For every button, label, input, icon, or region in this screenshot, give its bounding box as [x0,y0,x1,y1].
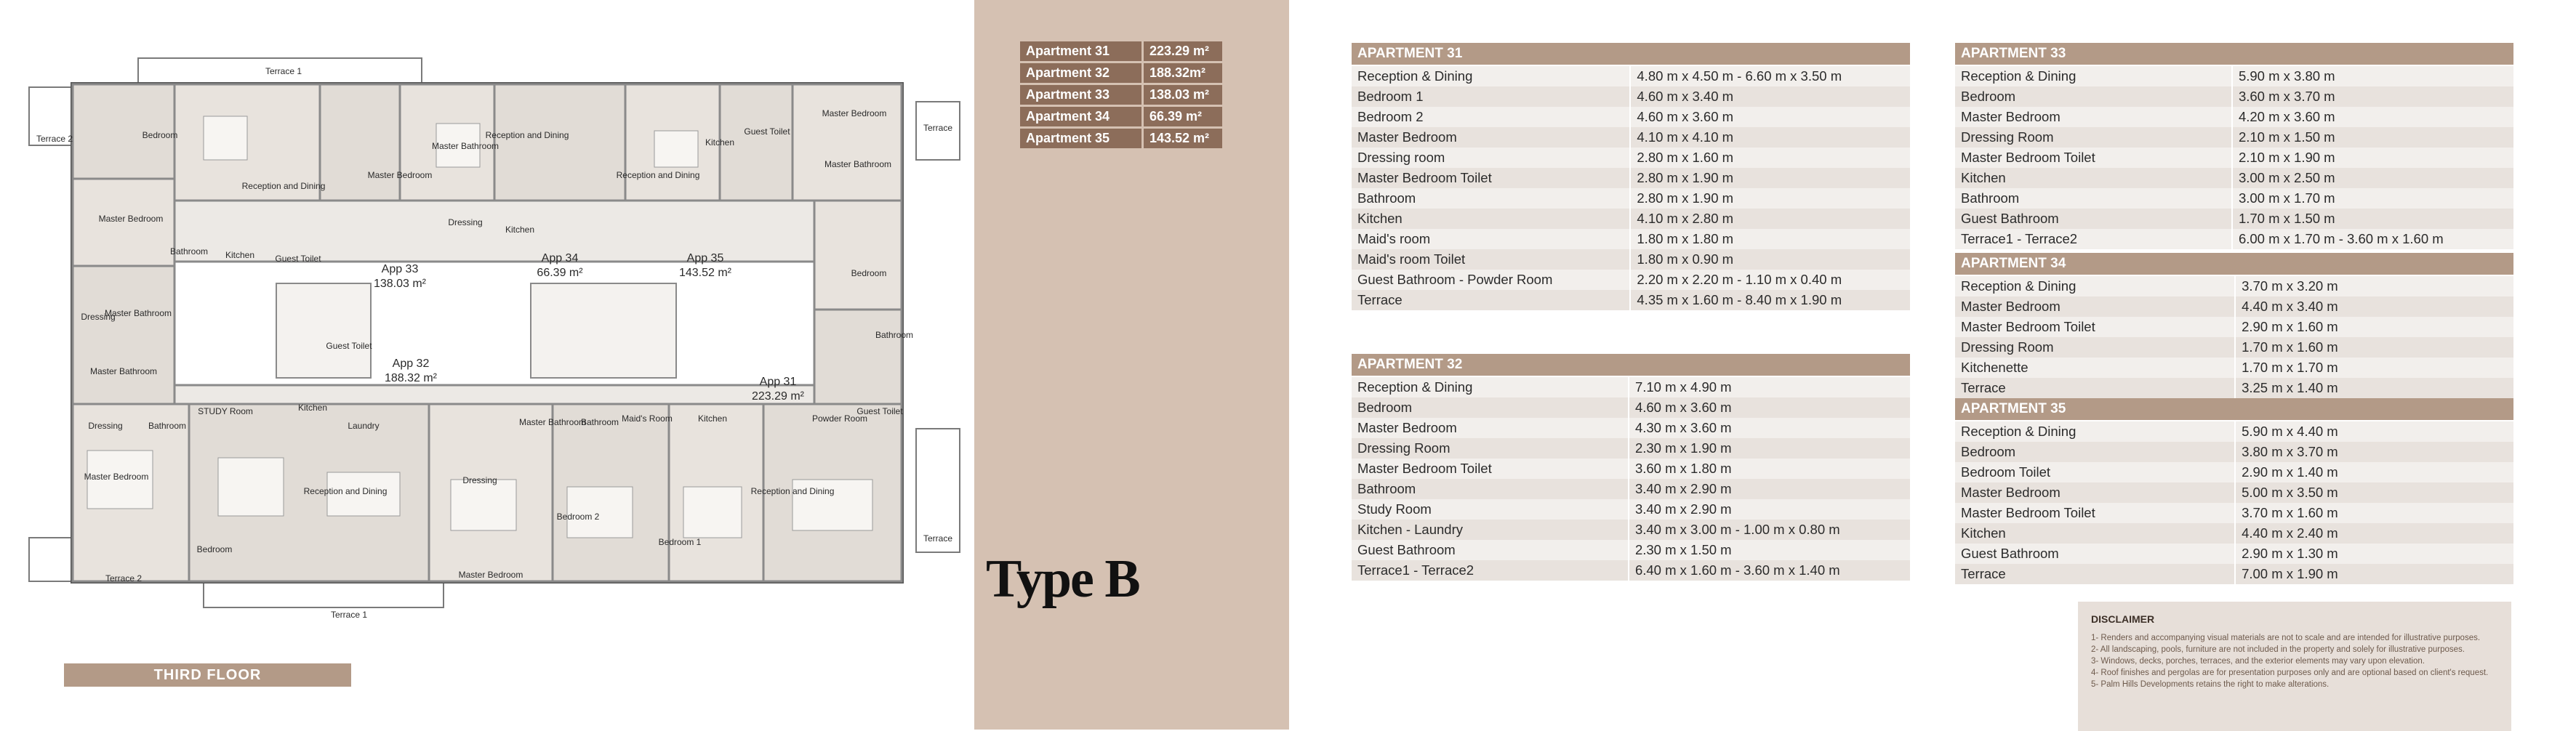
room-dimensions: 3.00 m x 1.70 m [2232,188,2513,209]
room-name: Master Bedroom Toilet [1955,503,2235,523]
room-dimensions: 2.10 m x 1.50 m [2232,127,2513,148]
summary-row [1020,62,1222,84]
summary-row [1020,128,1222,150]
room-dimensions: 3.70 m x 1.60 m [2235,503,2513,523]
room-dimensions: 2.90 m x 1.30 m [2235,544,2513,564]
apartment-31-table [1352,43,1910,310]
room-name: Bathroom [1955,188,2232,209]
label-bedroom2-b: Bedroom 2 [556,512,600,522]
label-master-bedroom-b: Master Bedroom [458,570,523,580]
room-dimensions: 3.70 m x 3.20 m [2235,275,2513,296]
room-name: Dressing Room [1955,337,2235,358]
label-reception-t3: Reception and Dining [616,170,700,180]
label-laundry: Laundry [348,421,380,431]
room-name: Master Bedroom Toilet [1955,317,2235,337]
room-row [1352,499,1910,520]
label-terrace2-tl: Terrace 2 [36,134,73,144]
room-dimensions: 2.20 m x 2.20 m - 1.10 m x 0.40 m [1630,270,1910,290]
app31-area: 223.29 m² [751,390,805,403]
room-name: Bedroom [1955,442,2235,462]
label-study-room: STUDY Room [198,406,253,416]
summary-area: 138.03 m² [1143,84,1223,106]
room-row [1955,127,2513,148]
label-powder-room: Powder Room [811,413,868,424]
label-kitchen-t2: Kitchen [705,137,735,148]
room-dimensions: 2.90 m x 1.40 m [2235,462,2513,482]
app33-area: 138.03 m² [373,278,427,290]
room-row [1955,503,2513,523]
room-name: Dressing Room [1352,438,1629,459]
room-row [1955,86,2513,107]
label-terrace2-bl: Terrace 2 [105,573,143,583]
disclaimer-line: 3- Windows, decks, porches, terraces, and the exterior elements may vary upon elevation. [2091,657,2425,666]
label-terrace1-top: Terrace 1 [265,66,302,76]
room-row [1955,107,2513,127]
room-row [1955,358,2513,378]
label-bathroom-l2: Bathroom [148,421,187,431]
room-dimensions: 2.80 m x 1.90 m [1630,168,1910,188]
summary-name: Apartment 31 [1020,41,1143,62]
room-dimensions: 4.40 m x 3.40 m [2235,296,2513,317]
room-name: Guest Bathroom [1955,209,2232,229]
room-row [1955,65,2513,86]
label-bathroom-l: Bathroom [169,246,209,257]
label-master-bedroom-bl: Master Bedroom [84,472,149,482]
room-dimensions: 3.40 m x 3.00 m - 1.00 m x 0.80 m [1629,520,1910,540]
label-reception-tl: Reception and Dining [241,181,326,191]
room-name: Kitchen [1955,168,2232,188]
summary-area: 223.29 m² [1143,41,1223,62]
room-row [1352,127,1910,148]
label-kitchen-t1: Kitchen [505,225,535,235]
room-name: Kitchen - Laundry [1352,520,1629,540]
room-dimensions: 1.80 m x 0.90 m [1630,249,1910,270]
room-name: Master Bedroom [1352,418,1629,438]
room-name: Bedroom 2 [1352,107,1630,127]
label-dressing-l: Dressing [81,312,116,322]
room-row [1955,421,2513,442]
room-dimensions: 1.70 m x 1.60 m [2235,337,2513,358]
room-row [1352,249,1910,270]
disclaimer-title: DISCLAIMER [2091,613,2155,625]
room-row [1352,418,1910,438]
room-row [1352,148,1910,168]
room-name: Kitchen [1352,209,1630,229]
floor-plan-panel [0,0,974,730]
room-name: Maid's room Toilet [1352,249,1630,270]
room-row [1352,540,1910,560]
label-guest-toilet-l: Guest Toilet [275,254,321,264]
room-name: Reception & Dining [1955,275,2235,296]
label-reception-b1: Reception and Dining [303,486,388,496]
room-dimensions: 4.60 m x 3.60 m [1629,397,1910,418]
room-row [1955,442,2513,462]
room-name: Bedroom [1955,86,2232,107]
room-name: Reception & Dining [1352,65,1630,86]
app35-area: 143.52 m² [678,267,732,279]
summary-name: Apartment 34 [1020,106,1143,128]
room-row [1352,520,1910,540]
room-dimensions: 4.80 m x 4.50 m - 6.60 m x 3.50 m [1630,65,1910,86]
room-dimensions: 3.25 m x 1.40 m [2235,378,2513,398]
label-bedroom-r: Bedroom [851,268,887,278]
label-master-bedroom-l: Master Bedroom [98,214,164,224]
room-name: Master Bedroom [1955,296,2235,317]
room-row [1955,462,2513,482]
label-bedroom-tl: Bedroom [142,130,178,140]
room-dimensions: 1.80 m x 1.80 m [1630,229,1910,249]
app32-area: 188.32 m² [384,372,438,384]
floor-caption: THIRD FLOOR [64,663,351,687]
room-dimensions: 1.70 m x 1.70 m [2235,358,2513,378]
room-dimensions: 6.40 m x 1.60 m - 3.60 m x 1.40 m [1629,560,1910,581]
room-name: Terrace1 - Terrace2 [1955,229,2232,249]
room-row [1955,209,2513,229]
room-name: Master Bedroom [1352,127,1630,148]
room-name: Kitchen [1955,523,2235,544]
room-row [1955,275,2513,296]
apartment-34-title: APARTMENT 34 [1955,253,2513,275]
label-master-bathroom-tr: Master Bathroom [824,159,892,169]
room-dimensions: 2.30 m x 1.90 m [1629,438,1910,459]
label-master-bathroom-l2: Master Bathroom [89,366,158,376]
room-dimensions: 7.00 m x 1.90 m [2235,564,2513,584]
label-kitchen-l: Kitchen [225,250,255,260]
room-dimensions: 4.40 m x 2.40 m [2235,523,2513,544]
room-row [1955,378,2513,398]
room-row [1955,564,2513,584]
floor-plan-drawing [36,44,974,625]
room-name: Master Bedroom Toilet [1955,148,2232,168]
room-name: Kitchenette [1955,358,2235,378]
room-row [1955,229,2513,249]
room-dimensions: 2.80 m x 1.90 m [1630,188,1910,209]
room-row [1955,296,2513,317]
room-dimensions: 2.80 m x 1.60 m [1630,148,1910,168]
room-dimensions: 2.90 m x 1.60 m [2235,317,2513,337]
room-name: Study Room [1352,499,1629,520]
apartment-32-table [1352,354,1910,581]
room-row [1955,482,2513,503]
label-terrace-tr: Terrace [923,123,953,133]
room-dimensions: 4.30 m x 3.60 m [1629,418,1910,438]
room-dimensions: 4.10 m x 2.80 m [1630,209,1910,229]
label-master-bathroom-c: Master Bathroom [518,417,587,427]
label-kitchen-c2: Kitchen [697,413,728,424]
room-name: Terrace [1352,290,1630,310]
summary-row [1020,84,1222,106]
disclaimer-line: 4- Roof finishes and pergolas are for presentation purposes only and are optional based on client's request. [2091,669,2489,677]
room-name: Guest Bathroom [1955,544,2235,564]
app35-name: App 35 [686,252,724,264]
room-dimensions: 4.60 m x 3.40 m [1630,86,1910,107]
room-name: Dressing Room [1955,127,2232,148]
room-dimensions: 4.20 m x 3.60 m [2232,107,2513,127]
label-guest-toilet-c: Guest Toilet [326,341,372,351]
terrace-bottom-shape [204,581,444,607]
label-master-bathroom-l: Master Bathroom [104,308,172,318]
label-reception-t2: Reception and Dining [485,130,569,140]
room-row [1352,397,1910,418]
app34-area: 66.39 m² [537,267,583,279]
disclaimer-line: 2- All landscaping, pools, furniture are not included in the property and solely for illustrative purposes. [2091,645,2465,654]
area-summary-table [1020,41,1222,150]
room-dimensions: 2.30 m x 1.50 m [1629,540,1910,560]
label-bedroom-b1: Bedroom [196,544,233,554]
room-row [1352,438,1910,459]
room-dimensions: 3.00 m x 2.50 m [2232,168,2513,188]
label-bathroom-r: Bathroom [875,330,914,340]
summary-row [1020,41,1222,62]
label-guest-toilet-r: Guest Toilet [856,406,903,416]
room-dimensions: 1.70 m x 1.50 m [2232,209,2513,229]
label-master-bedroom-t1: Master Bedroom [367,170,433,180]
room-dimensions: 3.60 m x 3.70 m [2232,86,2513,107]
summary-name: Apartment 35 [1020,128,1143,150]
room-dimensions: 7.10 m x 4.90 m [1629,376,1910,397]
stair-core-left [276,283,371,378]
room-row [1955,148,2513,168]
summary-name: Apartment 33 [1020,84,1143,106]
room-row [1352,107,1910,127]
room-row [1352,229,1910,249]
label-kitchen-c: Kitchen [297,403,328,413]
room-dimensions: 3.60 m x 1.80 m [1629,459,1910,479]
label-guest-toilet-t: Guest Toilet [744,126,790,137]
stair-core-right [531,283,676,378]
room-row [1352,376,1910,397]
apartment-31-title: APARTMENT 31 [1352,43,1910,65]
room-row [1352,209,1910,229]
app33-name: App 33 [381,263,419,275]
room-row [1352,65,1910,86]
room-dimensions: 4.35 m x 1.60 m - 8.40 m x 1.90 m [1630,290,1910,310]
room-name: Terrace1 - Terrace2 [1352,560,1629,581]
apartment-33-table [1955,43,2513,249]
room-dimensions: 4.10 m x 4.10 m [1630,127,1910,148]
type-title: Type B [986,549,1139,609]
room-row [1955,544,2513,564]
room-row [1955,188,2513,209]
label-dressing-t1: Dressing [448,217,483,227]
label-reception-b2: Reception and Dining [750,486,835,496]
room-name: Bathroom [1352,188,1630,209]
label-terrace-br: Terrace [923,533,953,544]
label-master-bedroom-tr: Master Bedroom [822,108,887,118]
room-name: Master Bedroom Toilet [1352,459,1629,479]
label-bedroom1-b: Bedroom 1 [658,537,702,547]
room-name: Master Bedroom Toilet [1352,168,1630,188]
room-row [1352,270,1910,290]
room-name: Maid's room [1352,229,1630,249]
room-row [1352,86,1910,107]
label-maids-room: Maid's Room [622,413,673,424]
label-terrace1-b: Terrace 1 [330,610,368,620]
apartment-32-title: APARTMENT 32 [1352,354,1910,376]
app34-name: App 34 [541,252,579,264]
room-dimensions: 5.90 m x 4.40 m [2235,421,2513,442]
label-dressing-b: Dressing [462,475,497,485]
room-dimensions: 4.60 m x 3.60 m [1630,107,1910,127]
room-name: Master Bedroom [1955,107,2232,127]
label-master-bathroom-t1: Master Bathroom [431,141,499,151]
room-name: Terrace [1955,564,2235,584]
room-name: Guest Bathroom [1352,540,1629,560]
room-dimensions: 5.90 m x 3.80 m [2232,65,2513,86]
room-name: Bedroom 1 [1352,86,1630,107]
label-dressing-l2: Dressing [88,421,123,431]
label-bathroom-c: Bathroom [580,417,619,427]
room-row [1352,188,1910,209]
room-row [1352,459,1910,479]
room-name: Terrace [1955,378,2235,398]
room-row [1955,337,2513,358]
summary-area: 66.39 m² [1143,106,1223,128]
room-row [1352,290,1910,310]
summary-area: 143.52 m² [1143,128,1223,150]
summary-name: Apartment 32 [1020,62,1143,84]
room-name: Bathroom [1352,479,1629,499]
room-row [1352,168,1910,188]
room-row [1955,523,2513,544]
room-name: Reception & Dining [1955,421,2235,442]
app31-name: App 31 [759,376,797,388]
room-name: Bedroom Toilet [1955,462,2235,482]
room-dimensions: 2.10 m x 1.90 m [2232,148,2513,168]
room-name: Bedroom [1352,397,1629,418]
disclaimer-line: 5- Palm Hills Developments retains the right to make alterations. [2091,680,2330,689]
room-name: Reception & Dining [1352,376,1629,397]
room-row [1955,168,2513,188]
room-dimensions: 6.00 m x 1.70 m - 3.60 m x 1.60 m [2232,229,2513,249]
apartment-35-title: APARTMENT 35 [1955,398,2513,421]
room-name: Master Bedroom [1955,482,2235,503]
apartment-33-title: APARTMENT 33 [1955,43,2513,65]
apartment-34-table [1955,253,2513,398]
corridor-shape [174,262,814,385]
room-name: Guest Bathroom - Powder Room [1352,270,1630,290]
room-row [1352,479,1910,499]
app32-name: App 32 [392,358,430,370]
summary-area: 188.32m² [1143,62,1223,84]
room-dimensions: 5.00 m x 3.50 m [2235,482,2513,503]
room-row [1352,560,1910,581]
summary-row [1020,106,1222,128]
disclaimer-line: 1- Renders and accompanying visual materials are not to scale and are intended for illustrative purposes. [2091,634,2481,642]
room-name: Reception & Dining [1955,65,2232,86]
room-dimensions: 3.40 m x 2.90 m [1629,479,1910,499]
disclaimer-box [2078,602,2511,731]
room-dimensions: 3.80 m x 3.70 m [2235,442,2513,462]
room-name: Dressing room [1352,148,1630,168]
apartment-35-table [1955,398,2513,584]
room-dimensions: 3.40 m x 2.90 m [1629,499,1910,520]
room-row [1955,317,2513,337]
